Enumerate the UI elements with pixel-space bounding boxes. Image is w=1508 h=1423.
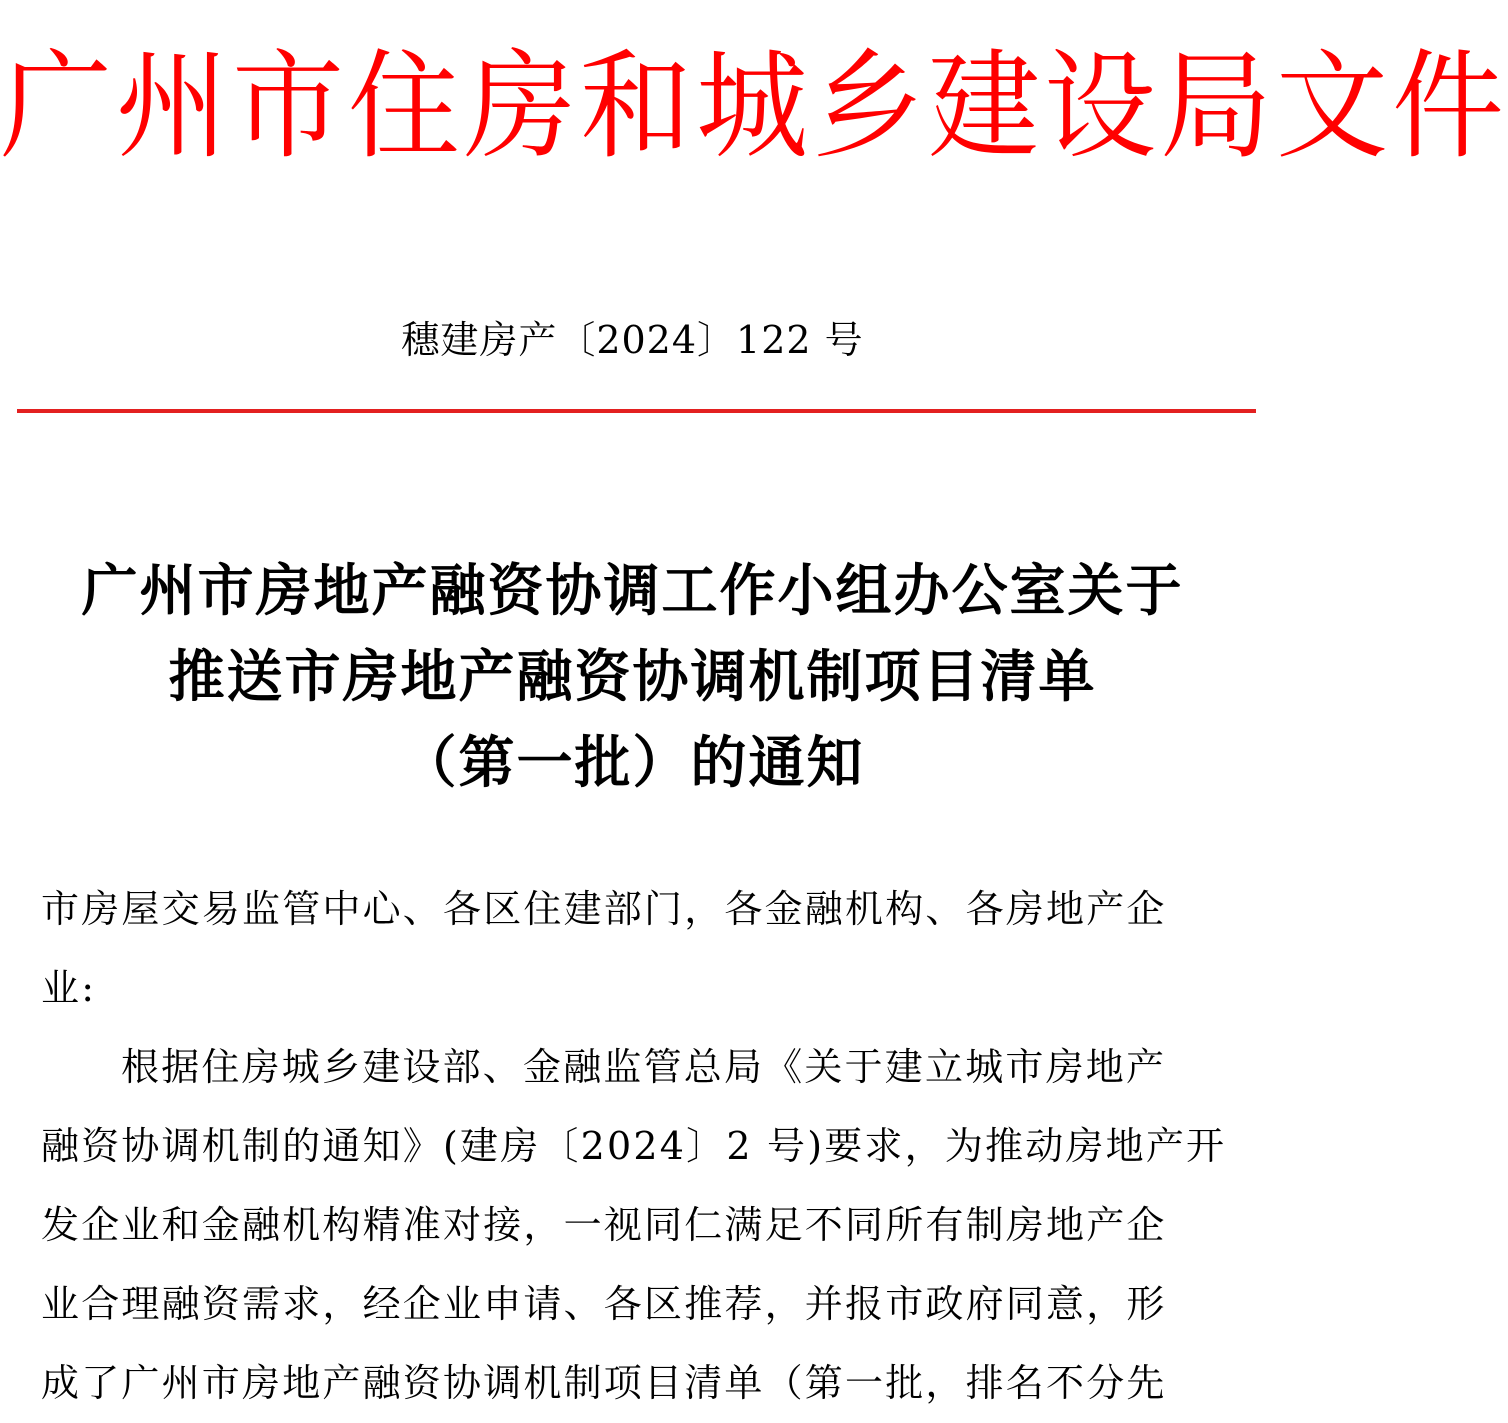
notice-title-line-2: 推送市房地产融资协调机制项目清单 xyxy=(168,644,1097,710)
paragraph-line-4: 业合理融资需求，经企业申请、各区推荐，并报市政府同意，形 xyxy=(41,1282,1167,1326)
addressee-line-2: 业: xyxy=(41,966,97,1010)
paragraph-line-1: 根据住房城乡建设部、金融监管总局《关于建立城市房地产 xyxy=(121,1045,1167,1089)
paragraph-line-3: 发企业和金融机构精准对接，一视同仁满足不同所有制房地产企 xyxy=(41,1203,1167,1247)
red-separator-line xyxy=(17,409,1256,413)
paragraph-line-5: 成了广州市房地产融资协调机制项目清单（第一批，排名不分先 xyxy=(41,1361,1167,1405)
agency-header-title: 广州市住房和城乡建设局文件 xyxy=(0,38,1508,176)
paragraph-line-2: 融资协调机制的通知》(建房〔2024〕2 号)要求，为推动房地产开 xyxy=(41,1124,1227,1168)
notice-title-line-3: （第一批）的通知 xyxy=(400,730,865,796)
document-number: 穗建房产〔2024〕122 号 xyxy=(401,318,864,362)
addressee-line-1: 市房屋交易监管中心、各区住建部门，各金融机构、各房地产企 xyxy=(41,887,1167,931)
notice-body xyxy=(41,870,1246,1423)
notice-title-line-1: 广州市房地产融资协调工作小组办公室关于 xyxy=(81,558,1184,624)
notice-title xyxy=(0,548,1265,806)
